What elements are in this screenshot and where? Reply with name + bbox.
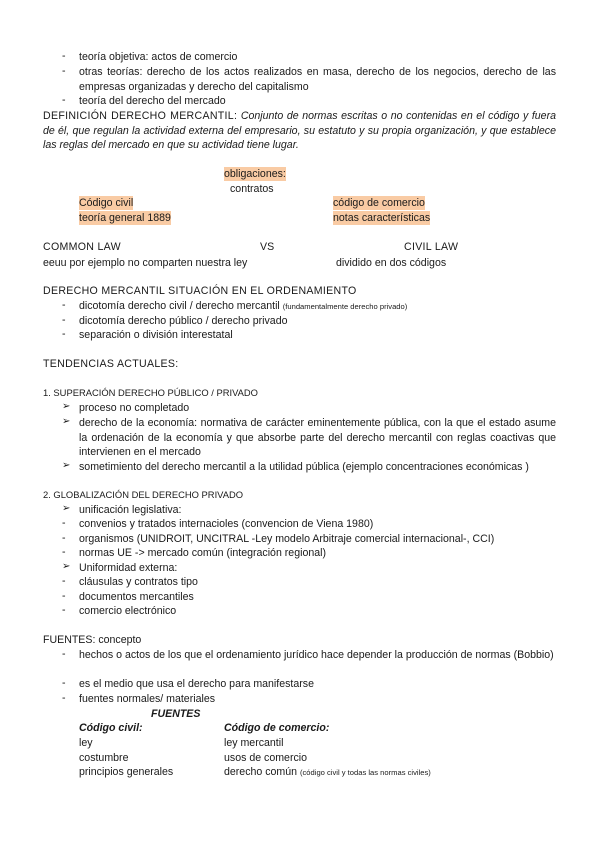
derecho-comun-note: (código civil y todas las normas civiles) — [299, 768, 431, 777]
s2-uniformidad: Uniformidad externa: — [79, 562, 178, 574]
tendencias-title: TENDENCIAS ACTUALES: — [43, 358, 179, 370]
intro-item-3: teoría del derecho del mercado — [79, 95, 226, 107]
bullet-dash: - — [62, 604, 66, 616]
codigo-civil-label: Código civil — [79, 197, 134, 209]
bullet-dash: - — [62, 94, 66, 106]
civil-costumbre: costumbre — [79, 752, 129, 764]
fuentes-item-1: hechos o actos de los que el ordenamiento jurídico hace depender la producción de normas (Bobbio) — [79, 649, 554, 661]
common-law-desc: eeuu por ejemplo no comparten nuestra ley — [43, 257, 248, 269]
contratos-label: contratos — [230, 183, 274, 195]
col-codigo-civil-head: Código civil: — [79, 722, 143, 734]
intro-item-1: teoría objetiva: actos de comercio — [79, 51, 238, 63]
situacion-item-3: separación o división interestatal — [79, 329, 233, 341]
civil-principios: principios generales — [79, 766, 174, 778]
bullet-dash: - — [62, 692, 66, 704]
common-law-label: COMMON LAW — [43, 241, 121, 253]
bullet-dash: - — [62, 575, 66, 587]
codigo-comercio-label: código de comercio — [333, 197, 425, 209]
bullet-dash: - — [62, 677, 66, 689]
fuentes-item-3: fuentes normales/ materiales — [79, 693, 216, 705]
fuentes-item-2: es el medio que usa el derecho para manifestarse — [79, 678, 314, 690]
s2-unif-item-1: convenios y tratados internacioles (convencion de Viena 1980) — [79, 518, 374, 530]
comercio-derecho-comun: derecho común (código civil y todas las normas civiles) — [224, 766, 431, 778]
teoria-general-label: teoría general 1889 — [79, 212, 171, 224]
definition-paragraph — [43, 109, 556, 153]
section-1-title: 1. SUPERACIÓN DERECHO PÚBLICO / PRIVADO — [43, 387, 258, 398]
definition-text: Conjunto de normas escritas o no contenidas en el código y fuera de él, que regulan la actividad externa del empresario, su estatuto y su propia organización, y que establece las reglas del mercado en que su actividad tiene lugar. — [43, 110, 556, 151]
comercio-ley: ley mercantil — [224, 737, 284, 749]
col-codigo-comercio-head: Código de comercio: — [224, 722, 330, 734]
bullet-dash: - — [62, 328, 66, 340]
s2-ext-item-2: documentos mercantiles — [79, 591, 194, 603]
bullet-dash: - — [62, 517, 66, 529]
vs-label: VS — [260, 241, 275, 253]
civil-law-desc: dividido en dos códigos — [336, 257, 447, 269]
section-2-title: 2. GLOBALIZACIÓN DEL DERECHO PRIVADO — [43, 489, 244, 500]
situacion-item-1-note: (fundamentalmente derecho privado) — [282, 302, 408, 311]
s2-unificacion: unificación legislativa: — [79, 504, 182, 516]
s2-unif-item-2: organismos (UNIDROIT, UNCITRAL -Ley modelo Arbitraje comercial internacional-, CCI) — [79, 533, 495, 545]
situacion-item-1: dicotomía derecho civil / derecho mercantil (fundamentalmente derecho privado) — [79, 300, 408, 312]
bullet-dash: - — [62, 65, 66, 77]
bullet-dash: - — [62, 590, 66, 602]
definition-label: DEFINICIÓN DERECHO MERCANTIL: — [43, 110, 238, 122]
obligaciones-label: obligaciones: — [224, 168, 286, 180]
bullet-dash: - — [62, 532, 66, 544]
s1-item-2: derecho de la economía: normativa de carácter eminentemente pública, con la que el estado asume la ordenación de la economía y que absorbe parte del derecho mercantil con reglas coactivas que intervienen en el mercado — [79, 417, 556, 458]
fuentes-title: FUENTES: concepto — [43, 634, 142, 646]
situacion-title: DERECHO MERCANTIL SITUACIÓN EN EL ORDENAMIENTO — [43, 285, 357, 297]
situacion-item-2: dicotomía derecho público / derecho privado — [79, 315, 288, 327]
s1-item-3: sometimiento del derecho mercantil a la utilidad pública (ejemplo concentraciones económicas ) — [79, 461, 529, 473]
s2-ext-item-1: cláusulas y contratos tipo — [79, 576, 198, 588]
comercio-usos: usos de comercio — [224, 752, 308, 764]
arrow-bullet-icon: ➢ — [62, 416, 71, 427]
s2-unif-item-3: normas UE -> mercado común (integración regional) — [79, 547, 327, 559]
s2-ext-item-3: comercio electrónico — [79, 605, 177, 617]
bullet-dash: - — [62, 50, 66, 62]
bullet-dash: - — [62, 546, 66, 558]
arrow-bullet-icon: ➢ — [62, 503, 71, 514]
bullet-dash: - — [62, 299, 66, 311]
arrow-bullet-icon: ➢ — [62, 561, 71, 572]
fuentes-table-title: FUENTES — [151, 708, 201, 720]
intro-item-2: otras teorías: derecho de los actos realizados en masa, derecho de los negocios, derecho de las empresas organizadas y derecho del capitalismo — [79, 66, 556, 93]
notas-label: notas características — [333, 212, 431, 224]
arrow-bullet-icon: ➢ — [62, 401, 71, 412]
civil-ley: ley — [79, 737, 93, 749]
bullet-dash: - — [62, 648, 66, 660]
bullet-dash: - — [62, 314, 66, 326]
s1-item-1: proceso no completado — [79, 402, 190, 414]
civil-law-label: CIVIL LAW — [404, 241, 459, 253]
arrow-bullet-icon: ➢ — [62, 460, 71, 471]
